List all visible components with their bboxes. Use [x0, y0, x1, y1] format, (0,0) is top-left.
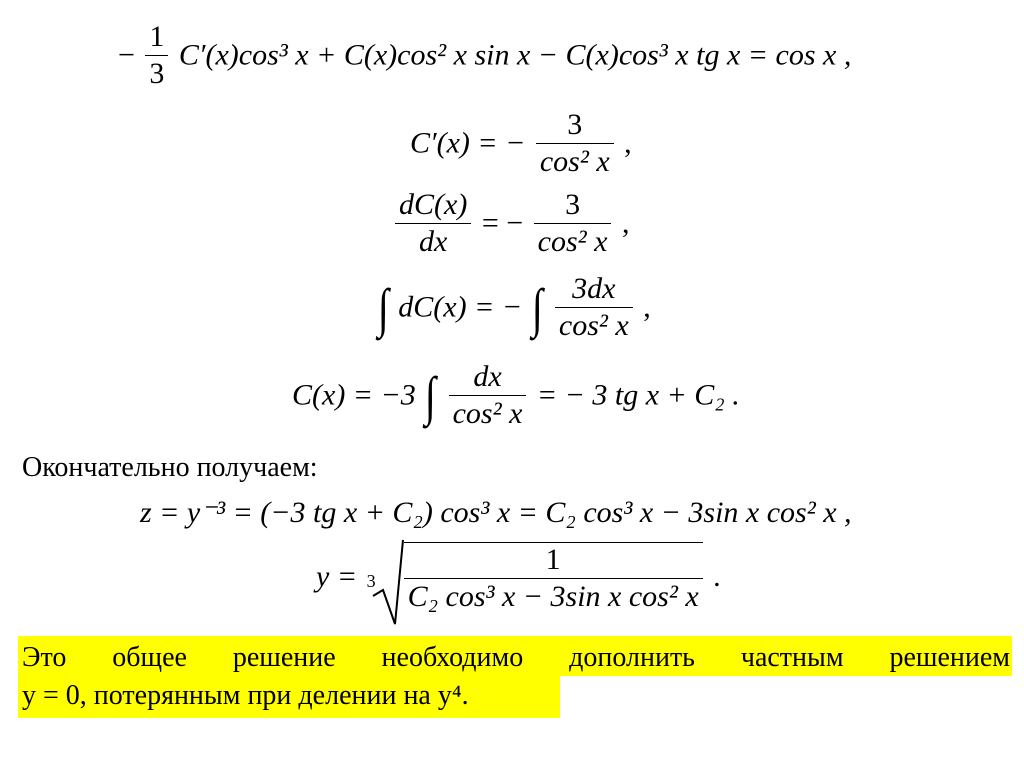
note-line-1: Это общее решение необходимо дополнить частным решением [22, 642, 1010, 673]
equation-5-lhs: C(x) = −3 [292, 378, 416, 412]
equation-5 [292, 362, 740, 429]
fraction-denominator: cos² x [449, 395, 527, 429]
cube-root [365, 542, 706, 612]
equation-7-lhs: y = [316, 560, 358, 593]
equation-4-fraction [555, 274, 633, 341]
integral-sign: ∫ [425, 365, 437, 426]
radical-sign-icon [365, 538, 405, 628]
fraction-denominator: cos² x [536, 143, 614, 177]
equation-5-fraction [449, 362, 527, 429]
fraction-numerator: dC(x) [399, 188, 468, 221]
equation-6: z = y⁻³ = (−3 tg x + C₂) cos³ x = C₂ cos³ x − 3sin x cos² x , [140, 496, 852, 529]
equation-5-rhs: = − 3 tg x + C₂ . [536, 378, 740, 412]
equation-2 [410, 110, 632, 177]
fraction-numerator: 3 [565, 188, 581, 221]
comma: , [624, 126, 632, 160]
equation-7 [316, 542, 721, 612]
fraction-numerator: 3dx [572, 272, 616, 305]
equation-3 [392, 190, 629, 257]
fraction-denominator: 3 [145, 55, 168, 89]
comma: , [621, 206, 630, 240]
equation-1-body: C′(x)cos³ x + C(x)cos² x sin x − C(x)cos³ x tg x = cos x , [178, 38, 852, 72]
root-index: 3 [366, 571, 376, 591]
equation-4 [376, 274, 651, 341]
equals-minus: = − [481, 206, 524, 240]
minus-sign: − [118, 38, 135, 72]
equation-1 [118, 22, 851, 89]
period: . [713, 560, 721, 593]
equation-7-fraction [404, 542, 703, 612]
fraction-denominator: cos² x [534, 223, 612, 257]
equation-2-fraction [536, 110, 614, 177]
fraction-numerator: 1 [545, 543, 561, 576]
comma: , [643, 290, 651, 324]
equation-2-lhs: C′(x) = − [410, 126, 526, 160]
note-line-2: y = 0, потерянным при делении на y⁴. [22, 680, 469, 711]
equation-3-lhs-fraction [395, 190, 471, 257]
fraction-denominator: cos² x [555, 307, 633, 341]
fraction-denominator: C₂ cos³ x − 3sin x cos² x [404, 578, 703, 612]
integral-sign: ∫ [531, 277, 543, 338]
fraction-numerator: 3 [567, 108, 583, 141]
fraction-numerator: 1 [149, 20, 165, 53]
equation-3-rhs-fraction [534, 190, 612, 257]
label-final: Окончательно получаем: [22, 452, 318, 483]
integral-sign: ∫ [377, 277, 389, 338]
fraction-numerator: dx [473, 360, 502, 393]
fraction-one-third [145, 22, 168, 89]
equation-4-lhs: dC(x) = − [398, 290, 523, 324]
fraction-denominator: dx [395, 223, 471, 257]
